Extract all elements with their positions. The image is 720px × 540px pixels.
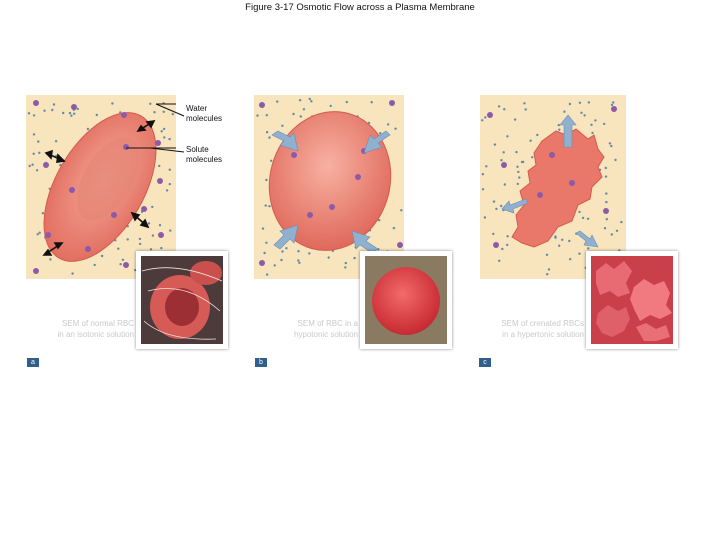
water-molecule-dot: [611, 233, 613, 235]
water-molecule-dot: [308, 252, 310, 254]
water-molecule-dot: [504, 183, 506, 185]
water-molecule-dot: [281, 125, 283, 127]
water-molecule-dot: [498, 105, 500, 107]
water-molecule-dot: [297, 250, 299, 252]
water-molecule-dot: [546, 273, 548, 275]
water-molecule-dot: [554, 237, 556, 239]
water-molecule-dot: [516, 166, 518, 168]
water-molecule-dot: [37, 140, 39, 142]
sem-image-swollen-rbc: [360, 251, 452, 349]
water-molecule-dot: [536, 134, 538, 136]
water-molecule-dot: [51, 109, 53, 111]
water-molecule-dot: [494, 143, 496, 145]
water-molecule-dot: [605, 175, 607, 177]
water-molecule-dot: [612, 101, 614, 103]
water-molecule-dot: [62, 112, 64, 114]
water-molecules-label: Water molecules: [186, 104, 223, 123]
water-molecule-dot: [616, 230, 618, 232]
water-molecule-dot: [330, 105, 332, 107]
water-molecule-dot: [568, 240, 570, 242]
callout-pointers: [150, 100, 190, 170]
water-molecule-dot: [262, 227, 264, 229]
water-molecule-dot: [500, 205, 502, 207]
water-molecule-dot: [517, 183, 519, 185]
water-molecule-dot: [353, 257, 355, 259]
water-molecule-dot: [28, 112, 30, 114]
water-molecule-dot: [594, 119, 596, 121]
water-molecule-dot: [506, 244, 508, 246]
water-molecule-dot: [503, 108, 505, 110]
water-molecule-dot: [518, 176, 520, 178]
panel-c-badge: c: [479, 358, 491, 367]
water-molecule-dot: [73, 113, 75, 115]
water-molecule-dot: [268, 136, 270, 138]
water-molecule-dot: [515, 151, 517, 153]
water-molecule-dot: [38, 152, 40, 154]
water-molecule-dot: [611, 104, 613, 106]
water-molecule-dot: [588, 101, 590, 103]
water-molecule-dot: [53, 103, 55, 105]
water-molecule-dot: [344, 266, 346, 268]
water-molecule-dot: [495, 208, 497, 210]
sem-image-normal-rbc: [136, 251, 228, 349]
panel-a-sem-caption: SEM of normal RBC in an isotonic solution: [57, 319, 134, 339]
water-molecule-dot: [266, 273, 268, 275]
water-molecule-dot: [394, 128, 396, 130]
water-molecule-dot: [583, 114, 585, 116]
water-molecule-dot: [297, 259, 299, 261]
water-molecule-dot: [87, 128, 89, 130]
water-molecule-dot: [563, 111, 565, 113]
water-molecule-dot: [33, 114, 35, 116]
water-molecule-dot: [33, 153, 35, 155]
water-molecule-dot: [280, 259, 282, 261]
water-molecule-dot: [166, 189, 168, 191]
water-molecule-dot: [139, 243, 141, 245]
water-molecule-dot: [96, 114, 98, 116]
water-molecule-dot: [270, 160, 272, 162]
water-molecule-dot: [579, 102, 581, 104]
water-molecule-dot: [36, 169, 38, 171]
water-molecule-dot: [578, 253, 580, 255]
water-molecule-dot: [531, 156, 533, 158]
water-molecule-dot: [42, 212, 44, 214]
water-molecule-dot: [492, 233, 494, 235]
water-molecule-dot: [122, 259, 124, 261]
water-molecule-dot: [387, 123, 389, 125]
water-molecule-dot: [117, 248, 119, 250]
water-molecule-dot: [268, 205, 270, 207]
water-molecule-dot: [119, 263, 121, 265]
water-molecule-dot: [605, 201, 607, 203]
water-molecule-dot: [29, 165, 31, 167]
water-molecule-dot: [609, 142, 611, 144]
water-molecule-dot: [274, 264, 276, 266]
water-molecule-dot: [111, 102, 113, 104]
water-molecule-dot: [558, 245, 560, 247]
figure-title: Figure 3-17 Osmotic Flow across a Plasma Membrane: [245, 2, 475, 13]
water-molecule-dot: [546, 254, 548, 256]
water-molecule-dot: [525, 108, 527, 110]
water-molecule-dot: [101, 255, 103, 257]
water-molecule-dot: [514, 118, 516, 120]
water-molecule-dot: [578, 211, 580, 213]
water-molecule-dot: [70, 115, 72, 117]
water-molecule-dot: [591, 132, 593, 134]
water-molecule-dot: [266, 114, 268, 116]
water-molecule-dot: [548, 268, 550, 270]
water-molecule-dot: [263, 252, 265, 254]
water-molecule-dot: [371, 101, 373, 103]
water-molecule-dot: [169, 229, 171, 231]
water-molecule-dot: [346, 101, 348, 103]
water-molecule-dot: [517, 171, 519, 173]
water-molecule-dot: [33, 133, 35, 135]
water-molecule-dot: [265, 179, 267, 181]
water-molecule-dot: [484, 116, 486, 118]
panel-b-sem-caption: SEM of RBC in a hypotonic solution: [293, 319, 358, 339]
water-molecule-dot: [503, 151, 505, 153]
water-molecule-dot: [620, 221, 622, 223]
water-molecule-dot: [266, 131, 268, 133]
water-molecule-dot: [256, 114, 258, 116]
water-molecule-dot: [345, 262, 347, 264]
panel-b-badge: b: [255, 358, 267, 367]
panel-a-badge: a: [27, 358, 39, 367]
water-molecule-dot: [506, 135, 508, 137]
water-molecule-dot: [31, 164, 33, 166]
water-molecule-dot: [292, 113, 294, 115]
water-molecule-dot: [69, 112, 71, 114]
water-molecule-dot: [603, 123, 605, 125]
sem-image-crenated-rbcs: [586, 251, 678, 349]
water-molecule-dot: [300, 115, 302, 117]
water-molecule-dot: [299, 99, 301, 101]
water-molecule-dot: [94, 264, 96, 266]
water-molecule-dot: [606, 218, 608, 220]
water-molecule-dot: [485, 165, 487, 167]
water-molecule-dot: [55, 140, 57, 142]
water-molecule-dot: [71, 272, 73, 274]
water-molecule-dot: [298, 262, 300, 264]
water-molecule-dot: [506, 235, 508, 237]
water-molecule-dot: [529, 140, 531, 142]
water-molecule-dot: [482, 173, 484, 175]
water-molecule-dot: [498, 260, 500, 262]
solute-molecules-label: Solute molecules: [186, 145, 223, 164]
panel-c-sem-caption: SEM of crenated RBCs in a hypertonic solution: [501, 319, 584, 339]
water-molecule-dot: [523, 102, 525, 104]
water-molecule-dot: [159, 224, 161, 226]
water-molecule-dot: [400, 209, 402, 211]
water-molecule-dot: [309, 98, 311, 100]
water-molecule-dot: [614, 159, 616, 161]
water-molecule-dot: [587, 247, 589, 249]
water-molecule-dot: [276, 100, 278, 102]
water-molecule-dot: [281, 250, 283, 252]
water-molecule-dot: [501, 248, 503, 250]
water-molecule-dot: [265, 242, 267, 244]
water-molecule-dot: [43, 110, 45, 112]
water-molecule-dot: [580, 112, 582, 114]
water-molecule-dot: [493, 200, 495, 202]
water-molecule-dot: [484, 216, 486, 218]
water-molecule-dot: [500, 159, 502, 161]
water-molecule-dot: [582, 217, 584, 219]
water-molecule-dot: [265, 204, 267, 206]
water-molecule-dot: [303, 108, 305, 110]
water-molecule-dot: [328, 256, 330, 258]
water-molecule-dot: [605, 192, 607, 194]
water-molecule-dot: [151, 206, 153, 208]
water-molecule-dot: [561, 239, 563, 241]
water-molecule-dot: [590, 124, 592, 126]
water-molecule-dot: [587, 218, 589, 220]
water-molecule-dot: [285, 247, 287, 249]
water-molecule-dot: [393, 227, 395, 229]
water-molecule-dot: [37, 233, 39, 235]
water-molecule-dot: [77, 108, 79, 110]
water-molecule-dot: [569, 103, 571, 105]
water-molecule-dot: [569, 258, 571, 260]
water-molecule-dot: [481, 119, 483, 121]
water-molecule-dot: [139, 238, 141, 240]
water-molecule-dot: [605, 167, 607, 169]
water-molecule-dot: [610, 145, 612, 147]
water-molecule-dot: [604, 227, 606, 229]
water-molecule-dot: [39, 232, 41, 234]
water-molecule-dot: [148, 222, 150, 224]
water-molecule-dot: [127, 238, 129, 240]
water-molecule-dot: [310, 100, 312, 102]
water-molecule-dot: [482, 188, 484, 190]
water-molecule-dot: [160, 247, 162, 249]
water-molecule-dot: [522, 161, 524, 163]
water-molecule-dot: [558, 129, 560, 131]
water-molecule-dot: [169, 183, 171, 185]
water-molecule-dot: [49, 258, 51, 260]
water-molecule-dot: [152, 234, 154, 236]
